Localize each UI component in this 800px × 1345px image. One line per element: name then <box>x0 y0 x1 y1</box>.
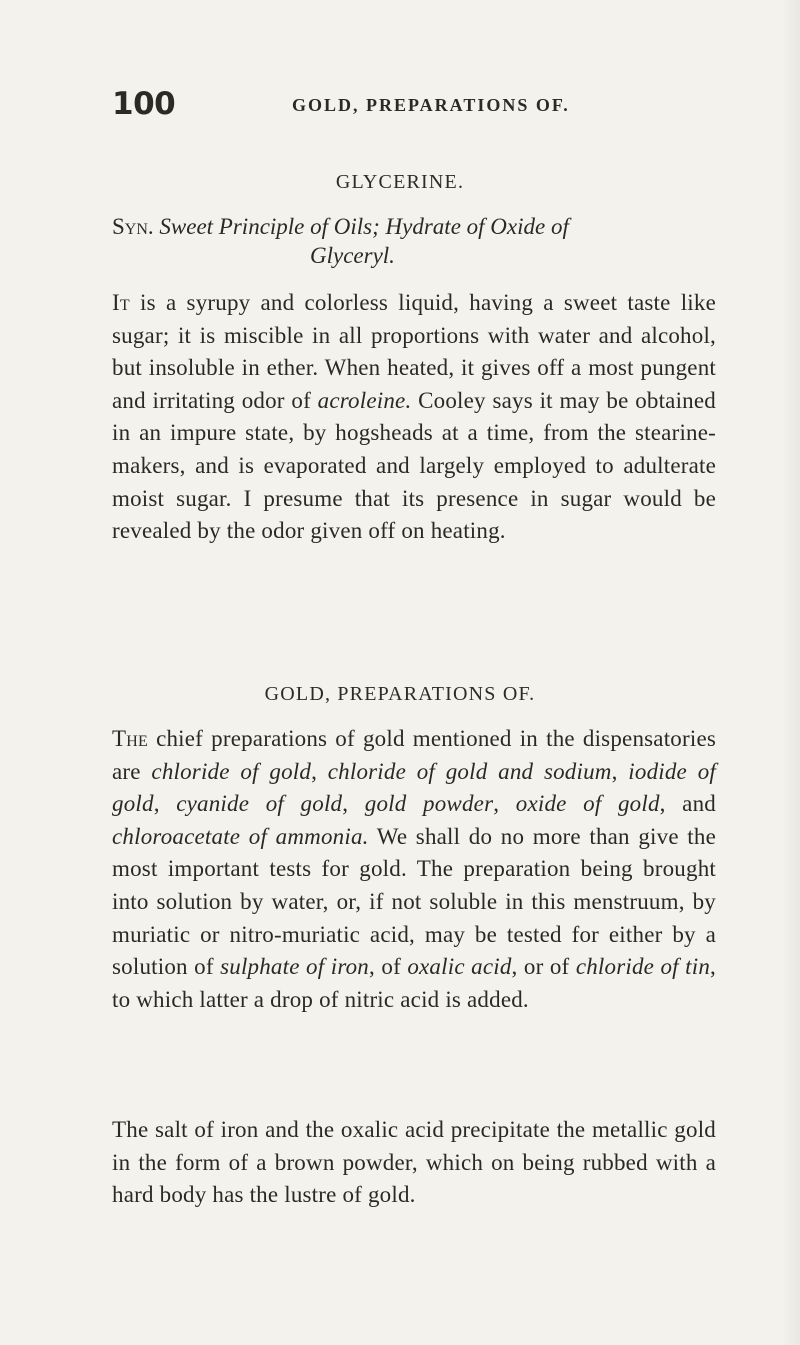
paragraph-text: , <box>493 791 516 817</box>
gold-paragraph <box>112 723 716 1016</box>
page-number: 100 <box>112 86 176 122</box>
italic-term: cyanide of gold <box>176 791 343 817</box>
paragraph-text: chief preparations of gold mentioned in the dispensatories are <box>112 726 716 784</box>
paragraph-text: , <box>611 758 629 784</box>
italic-term: acroleine. <box>317 387 412 413</box>
paragraph-text: Cooley says it may be obtained in an impure state, by hogsheads at a time, from the stearine-makers, and is evaporated and largely employed to adulterate moist sugar. I presume that its presence in sugar would be revealed by the odor given off on heating. <box>112 387 716 544</box>
synonyms-line <box>112 209 722 244</box>
section-heading-glycerine: GLYCERINE. <box>335 171 465 193</box>
glycerine-paragraph <box>112 287 716 548</box>
paragraph-text: , of <box>369 954 408 980</box>
italic-term: oxalic acid <box>407 954 512 980</box>
paragraph-lead-word: The <box>112 726 148 751</box>
italic-term: chloroacetate of ammonia. <box>112 823 369 849</box>
page-edge-shadow <box>782 0 800 1345</box>
paragraph-text: We shall do no more than give the most important tests for gold. The preparation being brought into solution by water, or, if not soluble in this menstruum, by muriatic or nitro-muriatic acid, may be tested for either by a solution of <box>112 823 716 980</box>
paragraph-text: The salt of iron and the oxalic acid precipitate the metallic gold in the form of a brown powder, which on being rubbed with a hard body has the lustre of gold. <box>112 1117 716 1208</box>
paragraph-text: , <box>311 758 328 784</box>
synonyms-line-continued: Glyceryl. <box>310 243 395 268</box>
italic-term: sulphate of iron <box>220 954 370 980</box>
syn-text: Sweet Principle of Oils; Hydrate of Oxide of <box>159 214 569 239</box>
paragraph-text: , <box>342 791 365 817</box>
italic-term: chloride of tin <box>575 954 711 980</box>
paragraph-text: , or of <box>511 954 576 980</box>
italic-term: gold powder <box>364 791 494 817</box>
italic-term: chloride of gold and sodium <box>327 758 612 784</box>
paragraph-text: , to which latter a drop of nitric acid is added. <box>112 954 716 1012</box>
paragraph-text: is a syrupy and colorless liquid, having a sweet taste like sugar; it is miscible in all proportions with water and alcohol, but insoluble in ether. When heated, it gives off a most pungent and irritating odor of <box>112 290 716 413</box>
italic-term: chloride of gold <box>151 758 312 784</box>
running-head: GOLD, PREPARATIONS OF. <box>292 95 570 115</box>
paragraph-text: , and <box>659 791 716 817</box>
section-heading-gold: GOLD, PREPARATIONS OF. <box>264 683 536 705</box>
page-header <box>112 86 712 126</box>
paragraph-text: , <box>153 791 177 817</box>
paragraph-lead-word: It <box>112 290 130 315</box>
gold-paragraph-2 <box>112 1114 716 1212</box>
italic-term: oxide of gold <box>515 791 660 817</box>
syn-label: Syn. <box>112 214 154 239</box>
italic-term: iodide of gold <box>112 758 716 817</box>
